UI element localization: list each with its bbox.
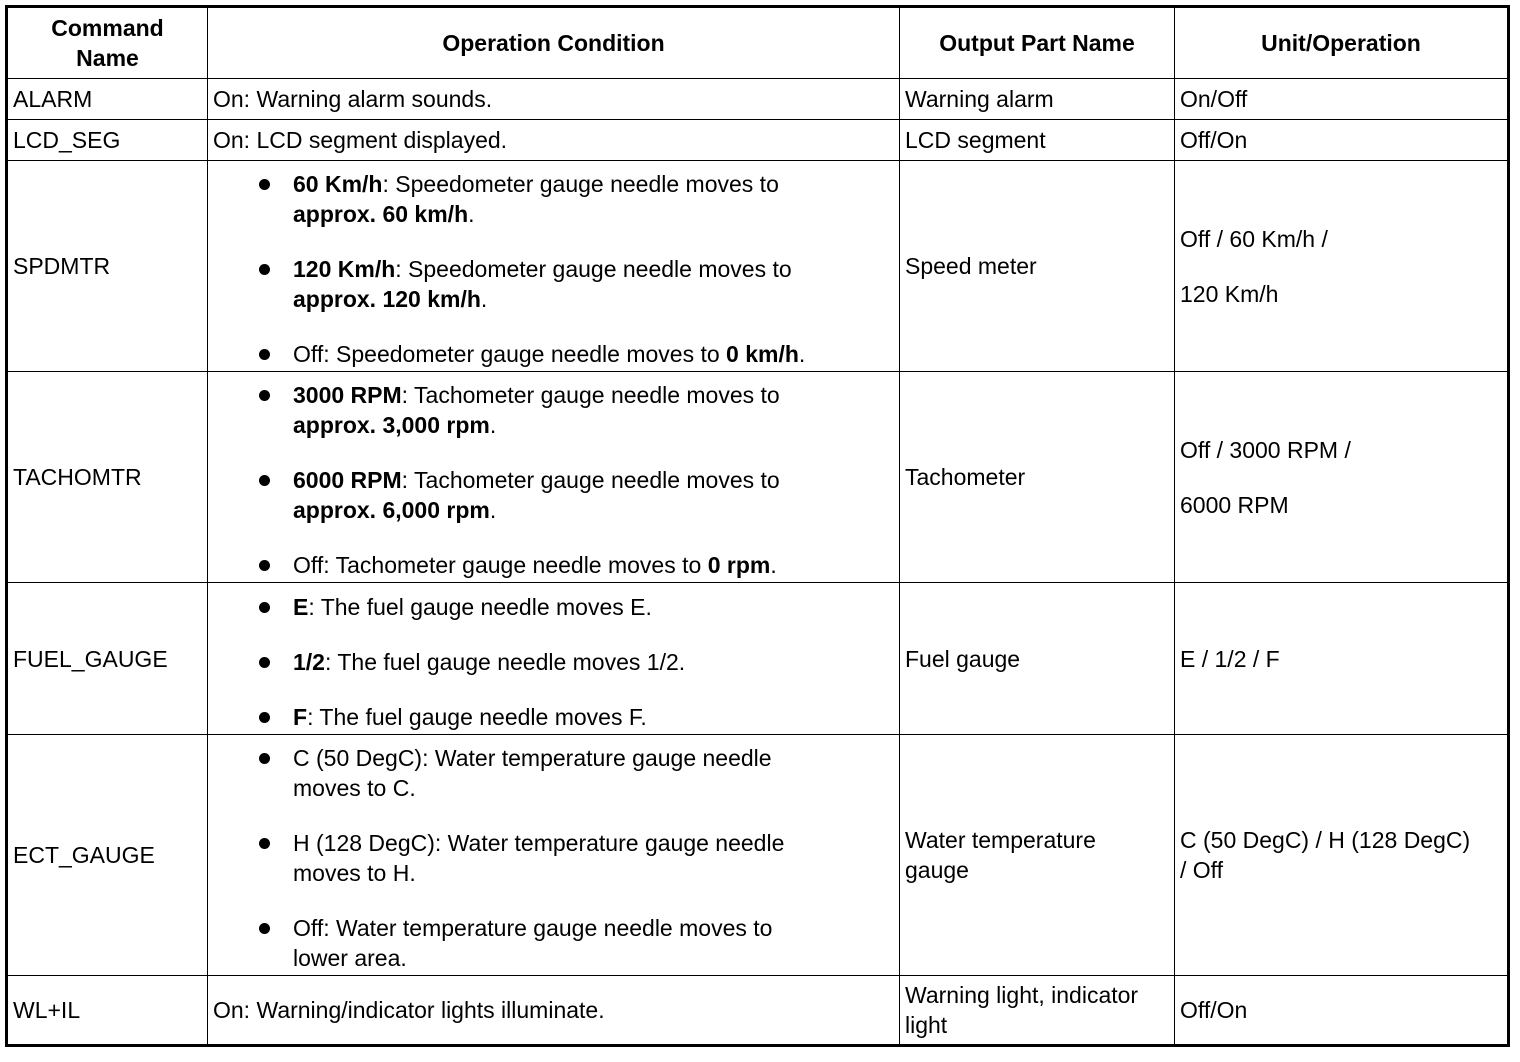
- command-name-cell: TACHOMTR: [7, 372, 208, 583]
- header-command-name: Command Name: [7, 7, 208, 79]
- unit-operation-cell: C (50 DegC) / H (128 DegC) / Off: [1175, 735, 1509, 976]
- command-name-cell: WL+IL: [7, 976, 208, 1046]
- command-name-cell: SPDMTR: [7, 161, 208, 372]
- output-part-cell: Fuel gauge: [900, 583, 1175, 735]
- command-name-cell: ALARM: [7, 79, 208, 120]
- condition-bullet-list: [213, 743, 899, 973]
- condition-bullet: F: The fuel gauge needle moves F.: [213, 702, 899, 732]
- table-row: [7, 976, 1509, 1046]
- output-part-cell: Tachometer: [900, 372, 1175, 583]
- condition-bullet: 60 Km/h: Speedometer gauge needle moves to approx. 60 km/h.: [213, 169, 899, 229]
- condition-bullet: Off: Speedometer gauge needle moves to 0 km/h.: [213, 339, 899, 369]
- condition-bullet-list: [213, 380, 899, 580]
- command-name-cell: FUEL_GAUGE: [7, 583, 208, 735]
- operation-condition-cell: [208, 161, 900, 372]
- unit-operation-cell: E / 1/2 / F: [1175, 583, 1509, 735]
- output-part-cell: Warning light, indicator light: [900, 976, 1175, 1046]
- output-part-cell: Water temperature gauge: [900, 735, 1175, 976]
- table-row: [7, 583, 1509, 735]
- unit-operation-cell: Off/On: [1175, 120, 1509, 161]
- condition-bullet: C (50 DegC): Water temperature gauge needle moves to C.: [213, 743, 899, 803]
- operation-condition-cell: On: LCD segment displayed.: [208, 120, 900, 161]
- output-part-cell: Speed meter: [900, 161, 1175, 372]
- table-row: [7, 120, 1509, 161]
- header-output-part-name: Output Part Name: [900, 7, 1175, 79]
- condition-bullet: H (128 DegC): Water temperature gauge needle moves to H.: [213, 828, 899, 888]
- output-part-cell: LCD segment: [900, 120, 1175, 161]
- unit-operation-cell: Off/On: [1175, 976, 1509, 1046]
- operation-condition-cell: [208, 372, 900, 583]
- operation-condition-cell: [208, 735, 900, 976]
- table-row: [7, 735, 1509, 976]
- condition-bullet: Off: Water temperature gauge needle moves to lower area.: [213, 913, 899, 973]
- unit-operation-cell: On/Off: [1175, 79, 1509, 120]
- command-name-cell: ECT_GAUGE: [7, 735, 208, 976]
- command-name-cell: LCD_SEG: [7, 120, 208, 161]
- operation-condition-cell: On: Warning/indicator lights illuminate.: [208, 976, 900, 1046]
- condition-bullet-list: [213, 169, 899, 369]
- output-part-cell: Warning alarm: [900, 79, 1175, 120]
- unit-operation-cell: Off / 3000 RPM / 6000 RPM: [1175, 372, 1509, 583]
- table-row: [7, 79, 1509, 120]
- command-table: [5, 5, 1510, 1047]
- condition-bullet: 120 Km/h: Speedometer gauge needle moves to approx. 120 km/h.: [213, 254, 899, 314]
- header-row: [7, 7, 1509, 79]
- condition-bullet: Off: Tachometer gauge needle moves to 0 rpm.: [213, 550, 899, 580]
- condition-bullet: 6000 RPM: Tachometer gauge needle moves to approx. 6,000 rpm.: [213, 465, 899, 525]
- unit-operation-cell: Off / 60 Km/h / 120 Km/h: [1175, 161, 1509, 372]
- operation-condition-cell: On: Warning alarm sounds.: [208, 79, 900, 120]
- condition-bullet: 3000 RPM: Tachometer gauge needle moves to approx. 3,000 rpm.: [213, 380, 899, 440]
- condition-bullet: 1/2: The fuel gauge needle moves 1/2.: [213, 647, 899, 677]
- header-operation-condition: Operation Condition: [208, 7, 900, 79]
- table-row: [7, 372, 1509, 583]
- header-unit-operation: Unit/Operation: [1175, 7, 1509, 79]
- table-row: [7, 161, 1509, 372]
- condition-bullet-list: [213, 592, 899, 732]
- condition-bullet: E: The fuel gauge needle moves E.: [213, 592, 899, 622]
- operation-condition-cell: [208, 583, 900, 735]
